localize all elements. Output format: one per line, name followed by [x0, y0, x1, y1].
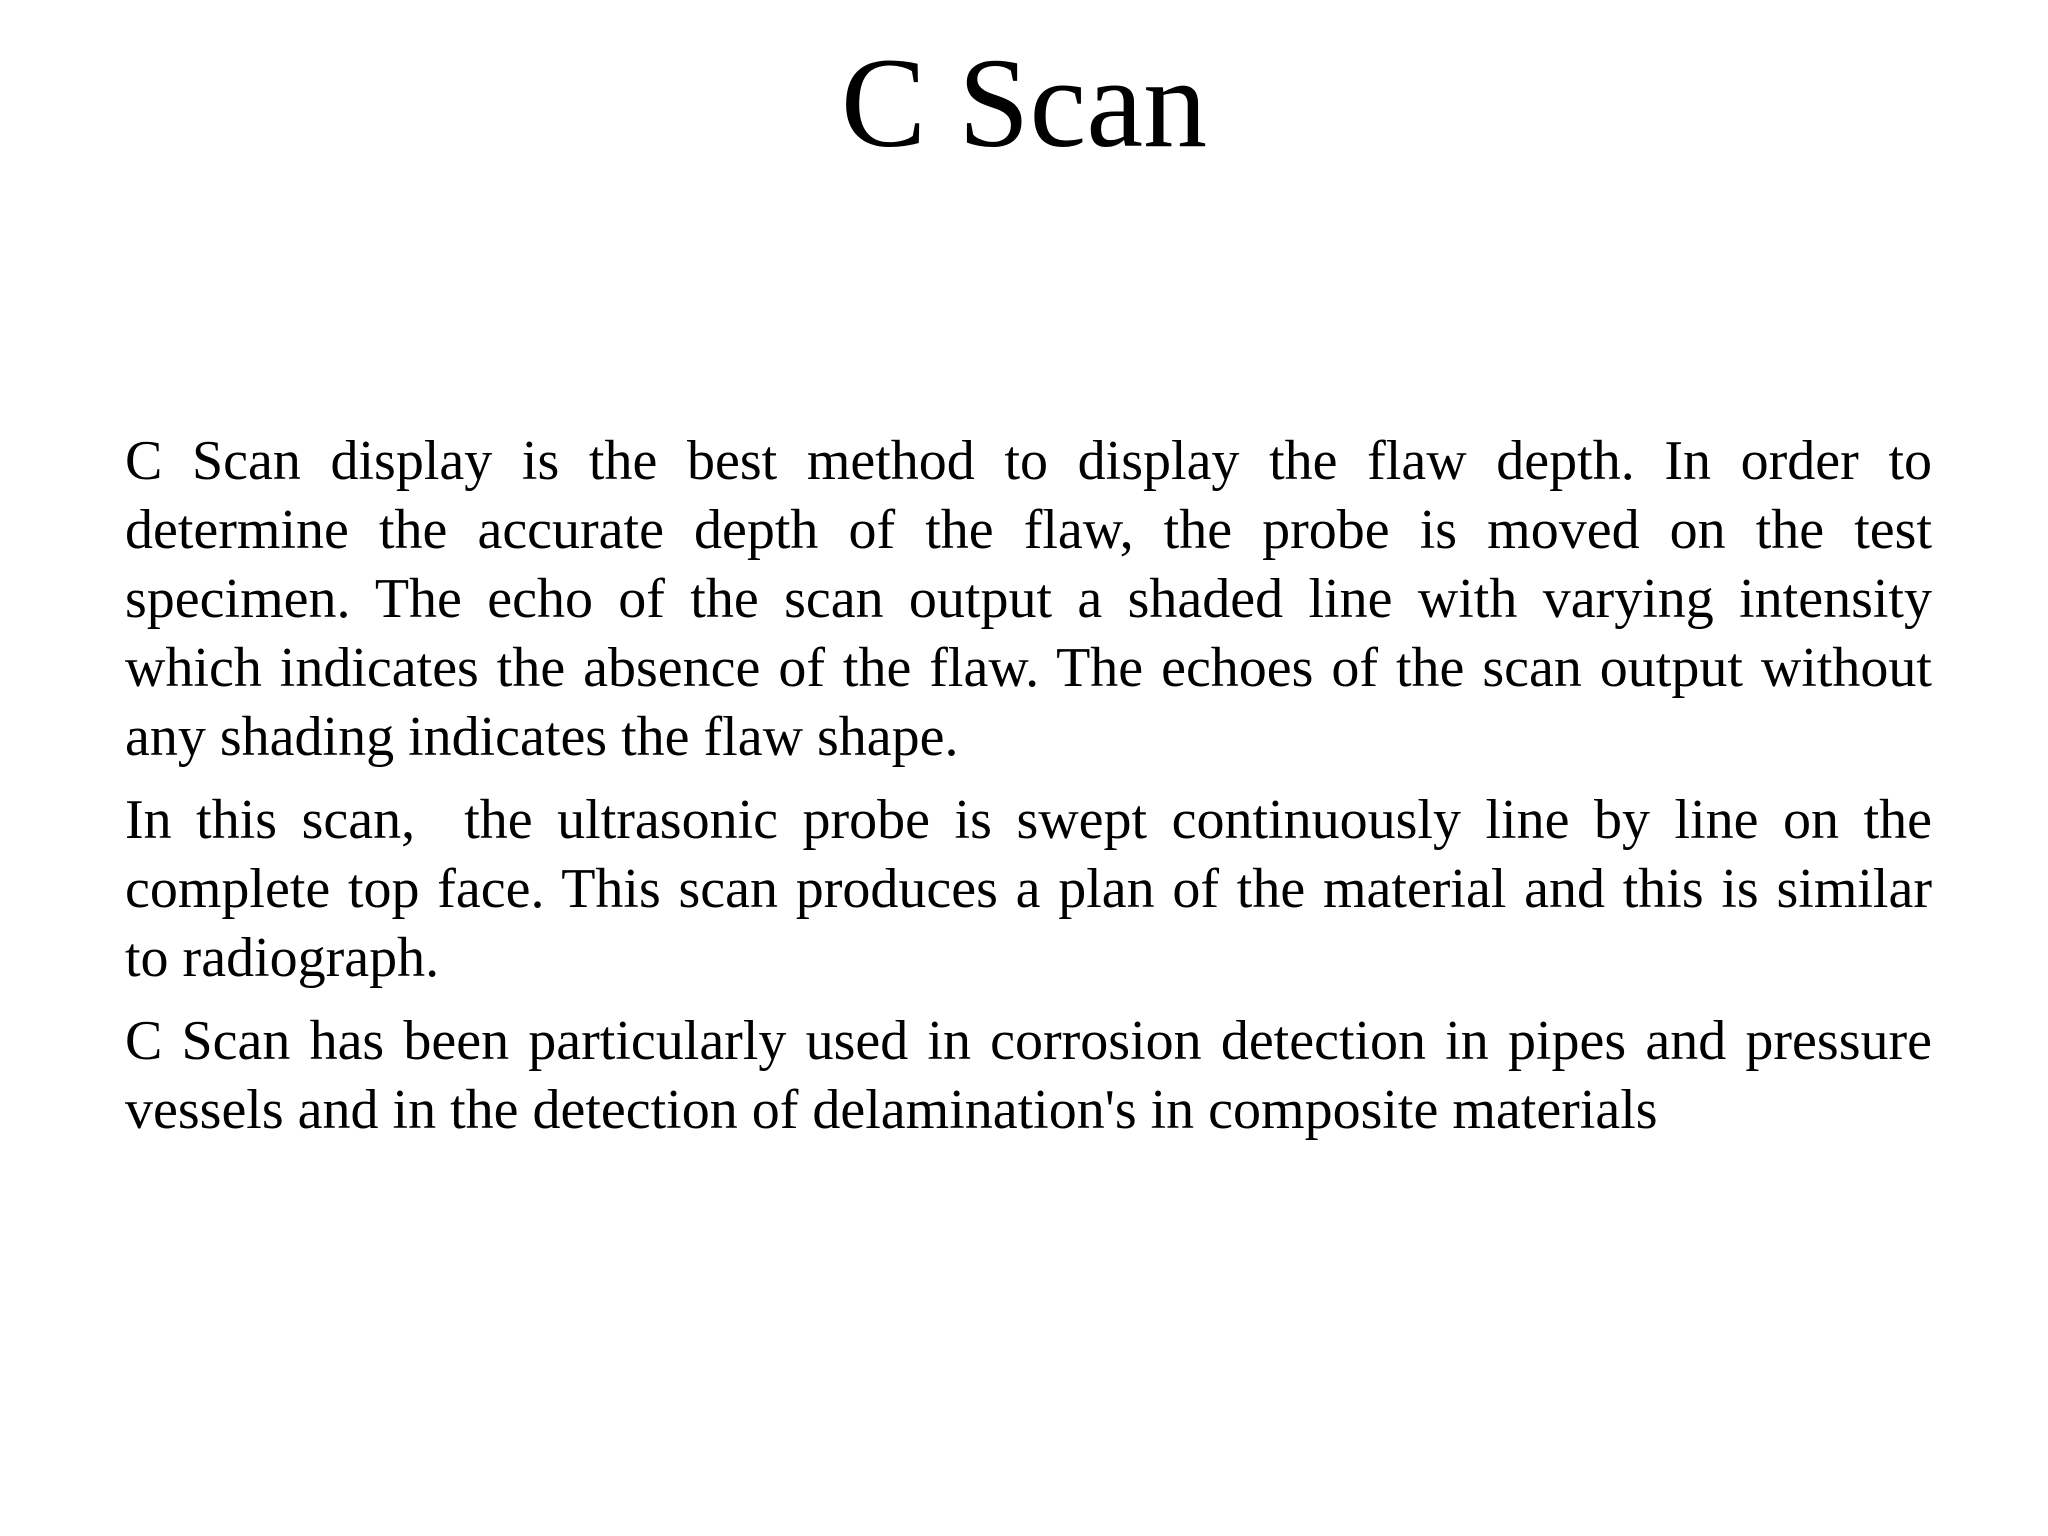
paragraph-applications: C Scan has been particularly used in corrosion detection in pipes and pressure vessels and in the detection of delamination's in composite materials: [125, 1010, 1946, 1141]
slide-title: C Scan: [840, 32, 1208, 174]
paragraph-c-scan-display: C Scan display is the best method to display the flaw depth. In order to determine the accurate depth of the flaw, the probe is moved on the test specimen. The echo of the scan output a shaded line with varying intensity which indicates the absence of the flaw. The echoes of the scan output without any shading indicates the flaw shape.: [125, 430, 1946, 768]
slide-body: [125, 427, 1946, 1159]
paragraph-scan-method: In this scan, the ultrasonic probe is swept continuously line by line on the complete top face. This scan produces a plan of the material and this is similar to radiograph.: [125, 789, 1946, 989]
